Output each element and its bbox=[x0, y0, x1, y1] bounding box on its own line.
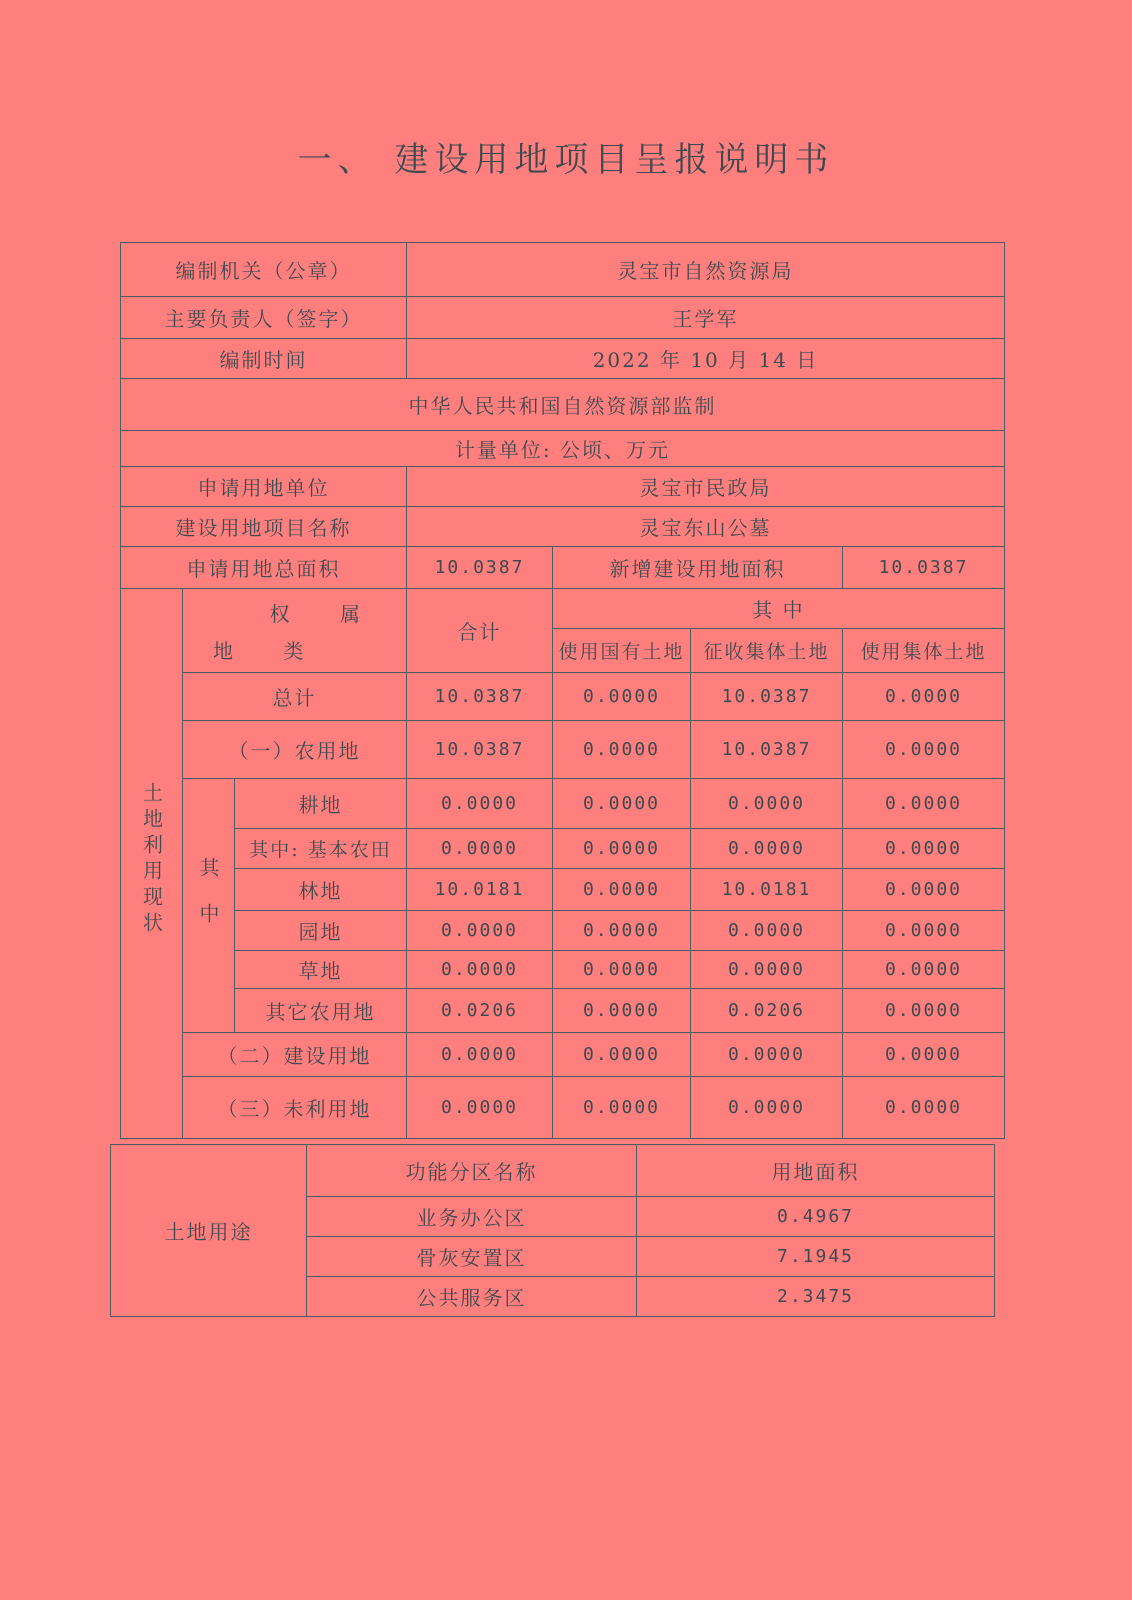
person-label: 主要负责人（签字） bbox=[121, 297, 407, 339]
row-name: 耕地 bbox=[235, 779, 407, 829]
org-label: 编制机关（公章） bbox=[121, 243, 407, 297]
form-row-supervisor bbox=[121, 379, 1005, 431]
status-row bbox=[121, 989, 1005, 1033]
date-label: 编制时间 bbox=[121, 339, 407, 379]
cell-total: 10.0181 bbox=[407, 869, 553, 911]
header-dilei: 地 类 bbox=[213, 638, 326, 663]
land-status-label-text: 土地利用现状 bbox=[139, 782, 164, 938]
status-row bbox=[121, 911, 1005, 951]
cell-state: 0.0000 bbox=[553, 1077, 691, 1139]
form-row-person bbox=[121, 297, 1005, 339]
cell-expropriate: 0.0000 bbox=[691, 779, 843, 829]
cell-state: 0.0000 bbox=[553, 1033, 691, 1077]
cell-state: 0.0000 bbox=[553, 869, 691, 911]
form-row-org bbox=[121, 243, 1005, 297]
col-expropriated-land: 征收集体土地 bbox=[691, 629, 843, 673]
cell-total: 0.0000 bbox=[407, 829, 553, 869]
cell-collective: 0.0000 bbox=[843, 1033, 1005, 1077]
org-value: 灵宝市自然资源局 bbox=[407, 243, 1005, 297]
row-name: （一）农用地 bbox=[183, 721, 407, 779]
cell-state: 0.0000 bbox=[553, 673, 691, 721]
cell-expropriate: 0.0206 bbox=[691, 989, 843, 1033]
cell-total: 0.0000 bbox=[407, 911, 553, 951]
zone-area: 2.3475 bbox=[637, 1277, 995, 1317]
total-area-value: 10.0387 bbox=[407, 547, 553, 589]
row-name: 林地 bbox=[235, 869, 407, 911]
cell-total: 0.0206 bbox=[407, 989, 553, 1033]
row-name: 其中: 基本农田 bbox=[235, 829, 407, 869]
cell-collective: 0.0000 bbox=[843, 721, 1005, 779]
cell-collective: 0.0000 bbox=[843, 911, 1005, 951]
zone-area: 7.1945 bbox=[637, 1237, 995, 1277]
col-zone-area: 用地面积 bbox=[637, 1145, 995, 1197]
cell-collective: 0.0000 bbox=[843, 1077, 1005, 1139]
applicant-label: 申请用地单位 bbox=[121, 467, 407, 507]
cell-collective: 0.0000 bbox=[843, 673, 1005, 721]
new-area-label: 新增建设用地面积 bbox=[553, 547, 843, 589]
form-row-area bbox=[121, 547, 1005, 589]
date-value: 2022 年 10 月 14 日 bbox=[407, 339, 1005, 379]
cell-expropriate: 10.0181 bbox=[691, 869, 843, 911]
zone-name: 业务办公区 bbox=[307, 1197, 637, 1237]
cell-collective: 0.0000 bbox=[843, 989, 1005, 1033]
form-row-unit bbox=[121, 431, 1005, 467]
land-use-section-label: 土地用途 bbox=[111, 1145, 307, 1317]
cell-collective: 0.0000 bbox=[843, 829, 1005, 869]
status-row bbox=[121, 721, 1005, 779]
row-name: 其它农用地 bbox=[235, 989, 407, 1033]
page-title: 一、 建设用地项目呈报说明书 bbox=[297, 140, 835, 180]
applicant-value: 灵宝市民政局 bbox=[407, 467, 1005, 507]
status-row bbox=[121, 951, 1005, 989]
diagonal-header-cell bbox=[183, 589, 407, 673]
col-collective-land: 使用集体土地 bbox=[843, 629, 1005, 673]
status-row bbox=[121, 869, 1005, 911]
zone-name: 骨灰安置区 bbox=[307, 1237, 637, 1277]
cell-expropriate: 0.0000 bbox=[691, 911, 843, 951]
cell-state: 0.0000 bbox=[553, 951, 691, 989]
cell-expropriate: 0.0000 bbox=[691, 829, 843, 869]
col-zone-name: 功能分区名称 bbox=[307, 1145, 637, 1197]
header-qizhong: 其 中 bbox=[553, 589, 1005, 629]
row-name: 总计 bbox=[183, 673, 407, 721]
supervisor-text: 中华人民共和国自然资源部监制 bbox=[121, 379, 1005, 431]
cell-state: 0.0000 bbox=[553, 829, 691, 869]
status-header-row-1 bbox=[121, 589, 1005, 629]
cell-total: 0.0000 bbox=[407, 779, 553, 829]
header-total: 合计 bbox=[407, 589, 553, 673]
form-row-project bbox=[121, 507, 1005, 547]
total-area-label: 申请用地总面积 bbox=[121, 547, 407, 589]
subgroup-label: 其中 bbox=[196, 857, 220, 949]
cell-state: 0.0000 bbox=[553, 779, 691, 829]
col-state-land: 使用国有土地 bbox=[553, 629, 691, 673]
cell-total: 0.0000 bbox=[407, 1033, 553, 1077]
cell-total: 0.0000 bbox=[407, 951, 553, 989]
subgroup-label-cell bbox=[183, 779, 235, 1033]
cell-expropriate: 0.0000 bbox=[691, 1077, 843, 1139]
zone-area: 0.4967 bbox=[637, 1197, 995, 1237]
application-form-table bbox=[120, 242, 1005, 1139]
cell-state: 0.0000 bbox=[553, 721, 691, 779]
row-name: （三）未利用地 bbox=[183, 1077, 407, 1139]
row-name: （二）建设用地 bbox=[183, 1033, 407, 1077]
cell-total: 0.0000 bbox=[407, 1077, 553, 1139]
land-status-section-label bbox=[121, 589, 183, 1139]
cell-collective: 0.0000 bbox=[843, 869, 1005, 911]
status-row bbox=[121, 779, 1005, 829]
cell-total: 10.0387 bbox=[407, 673, 553, 721]
form-row-date bbox=[121, 339, 1005, 379]
project-label: 建设用地项目名称 bbox=[121, 507, 407, 547]
cell-total: 10.0387 bbox=[407, 721, 553, 779]
row-name: 草地 bbox=[235, 951, 407, 989]
status-row bbox=[121, 673, 1005, 721]
cell-expropriate: 0.0000 bbox=[691, 951, 843, 989]
new-area-value: 10.0387 bbox=[843, 547, 1005, 589]
cell-expropriate: 10.0387 bbox=[691, 721, 843, 779]
row-name: 园地 bbox=[235, 911, 407, 951]
header-quanshu: 权 属 bbox=[269, 601, 382, 626]
project-value: 灵宝东山公墓 bbox=[407, 507, 1005, 547]
cell-expropriate: 10.0387 bbox=[691, 673, 843, 721]
land-use-table bbox=[110, 1144, 995, 1317]
status-row bbox=[121, 1077, 1005, 1139]
zone-name: 公共服务区 bbox=[307, 1277, 637, 1317]
status-row bbox=[121, 829, 1005, 869]
cell-state: 0.0000 bbox=[553, 911, 691, 951]
person-value: 王学军 bbox=[407, 297, 1005, 339]
land-use-header-row bbox=[111, 1145, 995, 1197]
cell-collective: 0.0000 bbox=[843, 779, 1005, 829]
unit-note: 计量单位: 公顷、万元 bbox=[121, 431, 1005, 467]
cell-expropriate: 0.0000 bbox=[691, 1033, 843, 1077]
cell-state: 0.0000 bbox=[553, 989, 691, 1033]
form-row-applicant bbox=[121, 467, 1005, 507]
cell-collective: 0.0000 bbox=[843, 951, 1005, 989]
status-row bbox=[121, 1033, 1005, 1077]
